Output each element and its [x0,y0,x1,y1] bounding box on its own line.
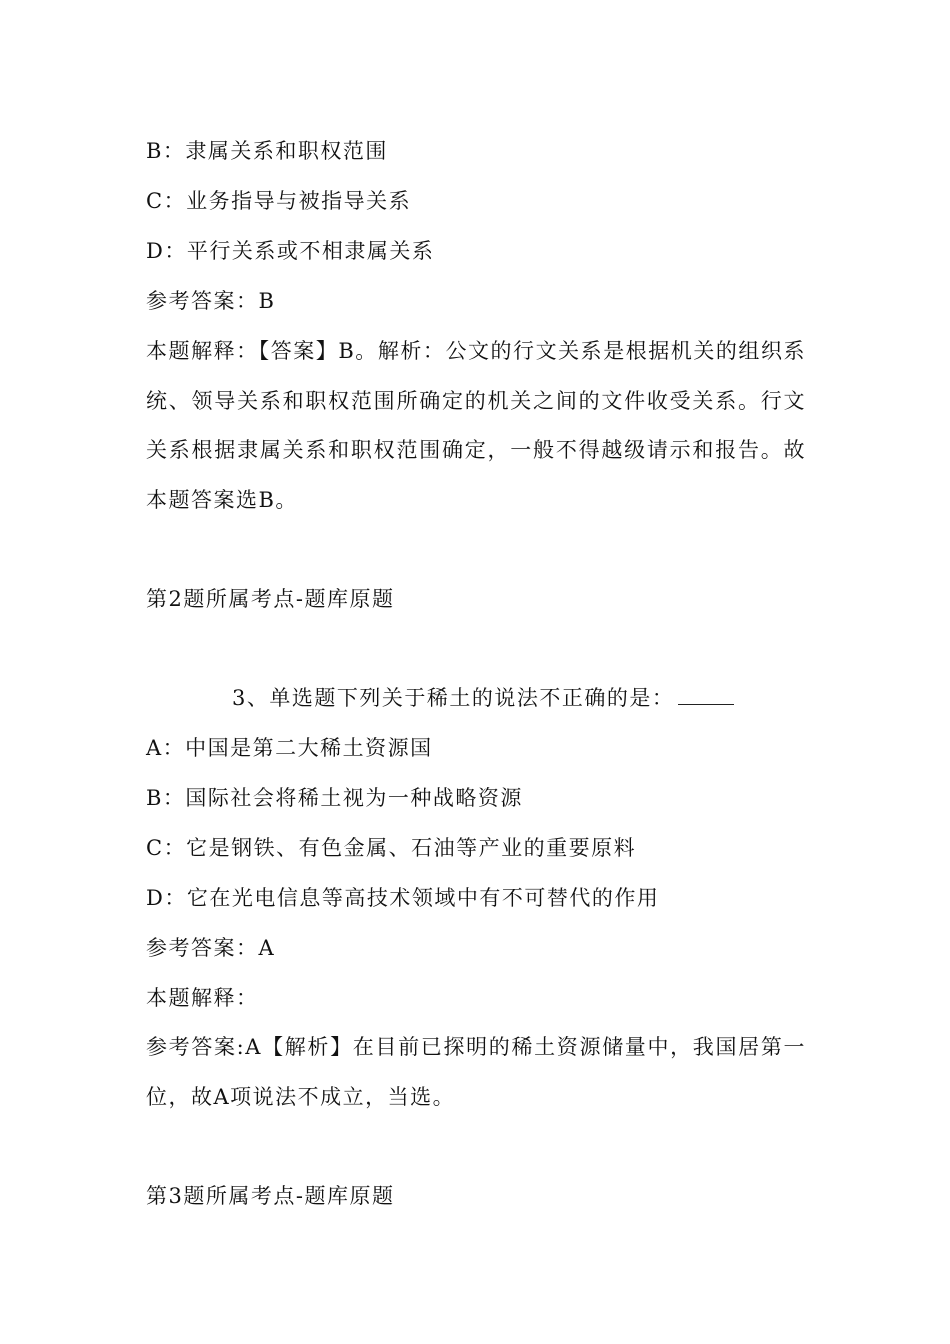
q2-option-b: B：隶属关系和职权范围 [146,139,388,163]
answer-blank [678,684,734,705]
q2-topic: 第2题所属考点-题库原题 [146,587,395,611]
q3-answer: 参考答案：A [146,936,276,960]
q2-answer: 参考答案：B [146,289,276,313]
q3-option-a: A：中国是第二大稀土资源国 [146,736,433,760]
q3-question [232,683,734,713]
q3-topic: 第3题所属考点-题库原题 [146,1184,395,1208]
q3-question-text: 3、单选题下列关于稀土的说法不正确的是： [232,686,675,710]
q3-option-d: D：它在光电信息等高技术领域中有不可替代的作用 [146,886,660,910]
q3-explanation-label: 本题解释： [146,986,259,1010]
q3-option-c: C：它是钢铁、有色金属、石油等产业的重要原料 [146,836,637,860]
q3-explanation: 参考答案:A【解析】在目前已探明的稀土资源储量中，我国居第一位，故A项说法不成立，当选。 [146,1035,806,1109]
q2-option-c: C：业务指导与被指导关系 [146,189,412,213]
q2-explanation: 本题解释：【答案】B。解析：公文的行文关系是根据机关的组织系统、领导关系和职权范围所确定的机关之间的文件收受关系。行文关系根据隶属关系和职权范围确定，一般不得越级请示和报告。故本题答案选B。 [146,339,806,512]
q3-option-b: B：国际社会将稀土视为一种战略资源 [146,786,523,810]
q2-option-d: D：平行关系或不相隶属关系 [146,239,435,263]
